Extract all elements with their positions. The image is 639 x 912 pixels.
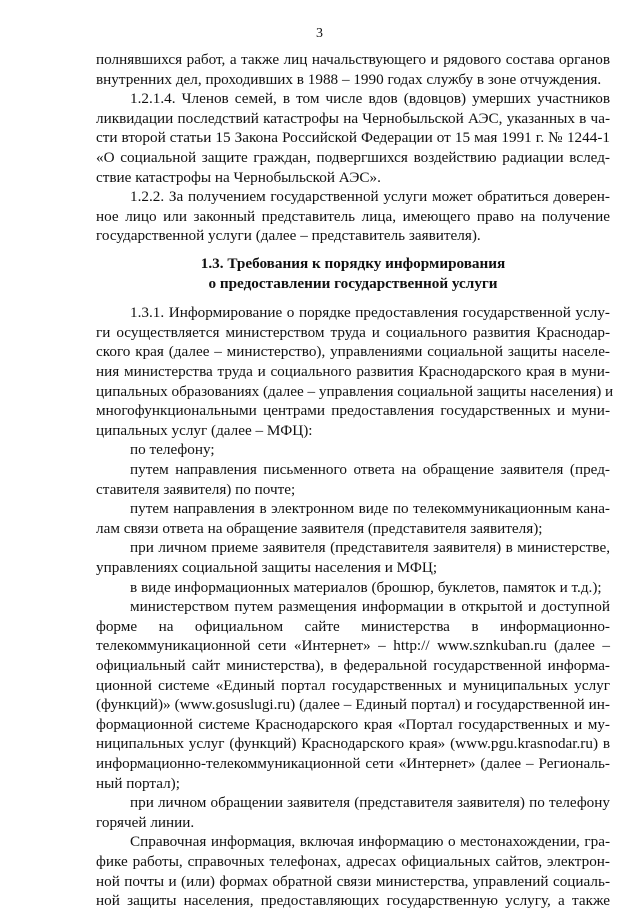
text-line: по телефону;	[130, 441, 215, 459]
text-line: форме на официальном сайте министерства в информационно-	[96, 617, 610, 635]
text-line: 1.2.1.4. Членов семей, в том числе вдов (вдовцов) умерших участников	[130, 90, 610, 108]
text-line: информационно-телекоммуникационной сети «Интернет» (далее – Региональ-	[96, 755, 610, 772]
text-line: 1.2.2. За получением государственной услуги может обратиться доверен-	[130, 188, 610, 206]
text-line: ной почты и (или) формах обратной связи министерства, управлений социаль-	[96, 872, 610, 890]
text-line: сти второй статьи 15 Закона Российской Федерации от 15 мая 1991 г. № 1244-1	[96, 129, 610, 147]
text-line: при личном приеме заявителя (представителя заявителя) в министерстве,	[130, 539, 610, 557]
text-line: 1.3.1. Информирование о порядке предоставления государственной услу-	[130, 304, 610, 322]
text-line: (функций)» (www.gosuslugi.ru) (далее – Единый портал) и государственной ин-	[96, 696, 610, 714]
text-line: формационной системе Краснодарского края «Портал государственных и му-	[96, 715, 610, 733]
text-line: Справочная информация, включая информацию о местонахождении, гра-	[130, 833, 610, 851]
text-line: горячей линии.	[96, 813, 195, 831]
text-line: ный портал);	[96, 774, 180, 792]
text-line: фике работы, справочных телефонах, адресах официальных сайтов, электрон-	[96, 853, 610, 870]
text-line: ставителя заявителя) по почте;	[96, 480, 296, 498]
text-line: ствие катастрофы на Чернобыльской АЭС».	[96, 168, 381, 186]
text-line: при личном обращении заявителя (представителя заявителя) по телефону	[130, 794, 610, 812]
text-line: ционной системе «Единый портал государственных и муниципальных услуг	[96, 676, 610, 694]
text-line: министерством путем размещения информации в открытой и доступной	[130, 598, 610, 616]
text-line: ния министерства труда и социального развития Краснодарского края в муни-	[96, 363, 610, 380]
page-number: 3	[316, 26, 323, 41]
text-line: телекоммуникационной сети «Интернет» – http:// www.sznkuban.ru (далее –	[96, 637, 610, 655]
section-heading-line-1: 1.3. Требования к порядку информирования	[200, 255, 506, 272]
text-line: полнявшихся работ, а также лиц начальствующего и рядового состава органов	[96, 51, 610, 68]
text-line: путем направления в электронном виде по телекоммуникационным кана-	[130, 500, 610, 518]
text-line: лам связи ответа на обращение заявителя (представителя заявителя);	[96, 519, 543, 537]
section-heading-line-2: о предоставлении государственной услуги	[208, 274, 498, 292]
text-line: ное лицо или законный представитель лица, имеющего право на получение	[96, 207, 610, 225]
text-line: многофункциональными центрами предоставления государственных и муни-	[96, 402, 610, 420]
text-line: ципальных образованиях (далее – управления социальной защиты населения) и	[96, 382, 614, 400]
text-line: ниципальных услуг (функций) Краснодарского края» (www.pgu.krasnodar.ru) в	[96, 735, 610, 753]
text-line: официальный сайт министерства), в федеральной государственной информа-	[96, 657, 610, 674]
text-line: «О социальной защите граждан, подвергшихся воздействию радиации вслед-	[96, 149, 610, 166]
text-line: ского края (далее – министерство), управлениями социальной защиты населе-	[96, 343, 610, 361]
text-line: ги осуществляется министерством труда и социального развития Краснодар-	[96, 323, 610, 341]
text-line: путем направления письменного ответа на обращение заявителя (пред-	[130, 461, 610, 478]
text-line: ципальных услуг (далее – МФЦ):	[96, 421, 313, 439]
text-line: государственной услуги (далее – представитель заявителя).	[96, 227, 481, 245]
text-line: в виде информационных материалов (брошюр, буклетов, памяток и т.д.);	[130, 578, 602, 596]
text-line: ной защиты населения, предоставляющих государственную услугу, а также	[96, 892, 610, 910]
text-line: ликвидации последствий катастрофы на Чернобыльской АЭС, указанных в ча-	[96, 109, 610, 127]
text-line: управлениях социальной защиты населения и МФЦ;	[96, 559, 438, 576]
text-line: внутренних дел, проходивших в 1988 – 1990 годах службу в зоне отчуждения.	[96, 70, 602, 88]
